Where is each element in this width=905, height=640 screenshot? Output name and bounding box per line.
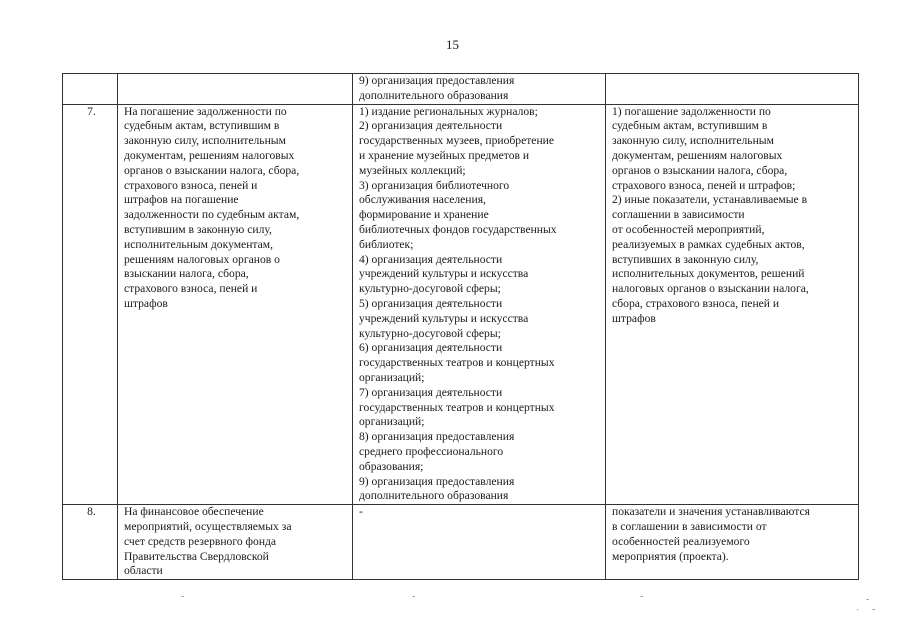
text-line: законную силу, исполнительным bbox=[612, 134, 774, 148]
text-line: и хранение музейных предметов и bbox=[359, 148, 530, 162]
text-line: законную силу, исполнительным bbox=[124, 134, 286, 148]
text-line: организаций; bbox=[359, 415, 425, 429]
text-line: исполнительным документам, bbox=[124, 237, 273, 251]
cell-directions bbox=[353, 104, 606, 505]
text-line: 1) погашение задолженности по bbox=[612, 104, 771, 118]
text-line: страхового взноса, пеней и bbox=[124, 282, 258, 296]
text-line: реализуемых в рамках судебных актов, bbox=[612, 237, 805, 251]
text-line: государственных театров и концертных bbox=[359, 356, 555, 370]
text-line: соглашении в зависимости bbox=[612, 208, 745, 222]
text-line: страхового взноса, пеней и bbox=[124, 178, 258, 192]
text-line: 2) иные показатели, устанавливаемые в bbox=[612, 193, 808, 207]
table-row bbox=[63, 104, 859, 505]
text-line: штрафов на погашение bbox=[124, 193, 239, 207]
text-line: дополнительного образования bbox=[359, 489, 509, 503]
text-line: На погашение задолженности по bbox=[124, 104, 287, 118]
text-line: судебным актам, вступившим в bbox=[124, 119, 280, 133]
text-line: от особенностей мероприятий, bbox=[612, 222, 765, 236]
text-line: организаций; bbox=[359, 370, 425, 384]
text-line: 5) организация деятельности bbox=[359, 296, 503, 310]
text-line: органов о взыскании налога, сбора, bbox=[612, 163, 788, 177]
cell-directions bbox=[353, 74, 606, 105]
text-line: музейных коллекций; bbox=[359, 163, 466, 177]
text-line: среднего профессионального bbox=[359, 444, 504, 458]
text-line: органов о взыскании налога, сбора, bbox=[124, 163, 300, 177]
cell-purpose bbox=[118, 505, 353, 580]
text-line: 8) организация предоставления bbox=[359, 430, 515, 444]
text-line: сбора, страхового взноса, пеней и bbox=[612, 296, 780, 310]
text-line: 4) организация деятельности bbox=[359, 252, 503, 266]
cell-indicators bbox=[606, 104, 859, 505]
text-line: документам, решениям налоговых bbox=[124, 148, 295, 162]
text-line: счет средств резервного фонда bbox=[124, 534, 277, 548]
text-line: обслуживания населения, bbox=[359, 193, 486, 207]
text-line: культурно-досуговой сферы; bbox=[359, 326, 501, 340]
text-line: штрафов bbox=[124, 296, 168, 310]
table-row bbox=[63, 505, 859, 580]
scan-mark: ‐ bbox=[412, 591, 416, 602]
table-body bbox=[63, 74, 859, 580]
text-line: Правительства Свердловской bbox=[124, 549, 269, 563]
text-line: задолженности по судебным актам, bbox=[124, 208, 300, 222]
text-line: государственных театров и концертных bbox=[359, 400, 555, 414]
cell-purpose bbox=[118, 74, 353, 105]
text-line: формирование и хранение bbox=[359, 208, 489, 222]
cell-directions bbox=[353, 505, 606, 580]
text-line: 7) организация деятельности bbox=[359, 385, 503, 399]
table-row-continuation bbox=[63, 74, 859, 105]
cell-purpose bbox=[118, 104, 353, 505]
text-line: библиотечных фондов государственных bbox=[359, 222, 557, 236]
cell-number bbox=[63, 74, 118, 105]
text-line: особенностей реализуемого bbox=[612, 534, 750, 548]
text-line: 9) организация предоставления bbox=[359, 74, 515, 87]
text-line: мероприятий, осуществляемых за bbox=[124, 519, 292, 533]
text-line: На финансовое обеспечение bbox=[124, 505, 264, 519]
text-line: решениям налоговых органов о bbox=[124, 252, 280, 266]
text-line: мероприятия (проекта). bbox=[612, 549, 729, 563]
scan-mark: ‐ bbox=[866, 594, 870, 605]
scan-mark: ‐ bbox=[181, 591, 185, 602]
scan-mark: ‐ bbox=[872, 604, 876, 615]
cell-indicators bbox=[606, 505, 859, 580]
text-line: 2) организация деятельности bbox=[359, 119, 503, 133]
document-table bbox=[62, 73, 859, 580]
text-line: учреждений культуры и искусства bbox=[359, 267, 529, 281]
text-line: в соглашении в зависимости от bbox=[612, 519, 767, 533]
text-line: учреждений культуры и искусства bbox=[359, 311, 529, 325]
text-line: 6) организация деятельности bbox=[359, 341, 503, 355]
text-line: государственных музеев, приобретение bbox=[359, 134, 554, 148]
scan-mark: ‐ bbox=[640, 591, 644, 602]
text-line: 3) организация библиотечного bbox=[359, 178, 510, 192]
text-line: библиотек; bbox=[359, 237, 414, 251]
text-line: исполнительных документов, решений bbox=[612, 267, 805, 281]
cell-indicators bbox=[606, 74, 859, 105]
text-line: образования; bbox=[359, 459, 424, 473]
page-number: 15 bbox=[446, 37, 459, 52]
cell-number: 7. bbox=[63, 104, 118, 505]
text-line: судебным актам, вступившим в bbox=[612, 119, 768, 133]
text-line: области bbox=[124, 564, 163, 578]
text-line: вступивших в законную силу, bbox=[612, 252, 759, 266]
text-line: культурно-досуговой сферы; bbox=[359, 282, 501, 296]
text-line: вступившим в законную силу, bbox=[124, 222, 272, 236]
text-line: взыскании налога, сбора, bbox=[124, 267, 249, 281]
text-line: - bbox=[359, 505, 363, 519]
text-line: дополнительного образования bbox=[359, 88, 509, 102]
scan-mark: ˎ bbox=[856, 600, 860, 611]
text-line: налоговых органов о взыскании налога, bbox=[612, 282, 809, 296]
text-line: штрафов bbox=[612, 311, 656, 325]
text-line: страхового взноса, пеней и штрафов; bbox=[612, 178, 796, 192]
text-line: документам, решениям налоговых bbox=[612, 148, 783, 162]
text-line: 1) издание региональных журналов; bbox=[359, 104, 538, 118]
cell-number: 8. bbox=[63, 505, 118, 580]
text-line: 9) организация предоставления bbox=[359, 474, 515, 488]
text-line: показатели и значения устанавливаются bbox=[612, 505, 810, 519]
